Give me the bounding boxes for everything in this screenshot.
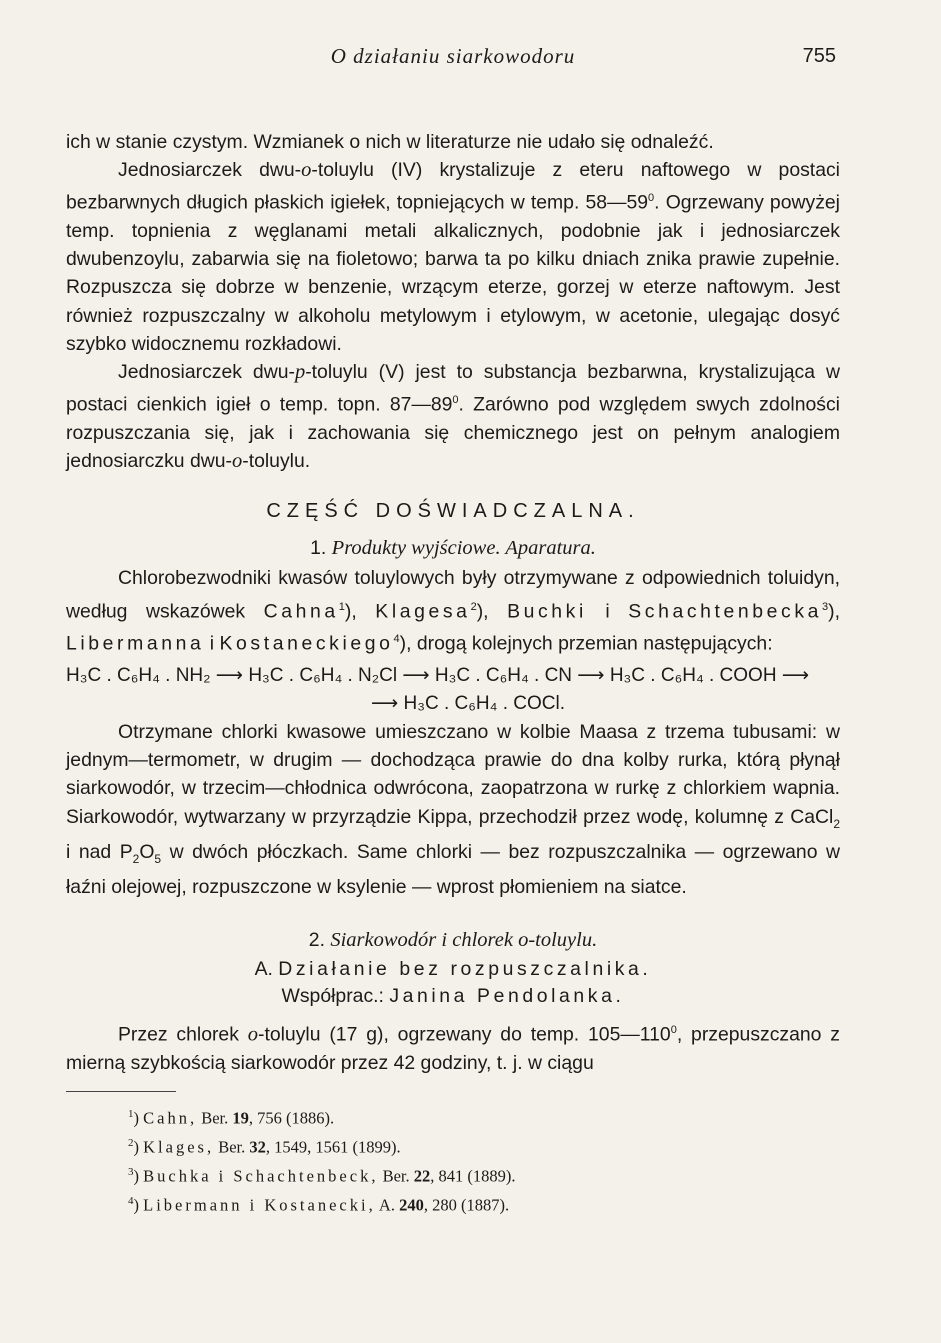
subsection-a-title: A. Działanie bez rozpuszczalnika. xyxy=(254,957,652,980)
paragraph-6: Przez chlorek o-toluylu (17 g), ogrzewany do temp. $105—110^0$, przepuszczano z mierną szybkością siarkowodór przez 42 godziny, t. j. w ciągu xyxy=(66,1023,840,1074)
subsection-2-title: 2. Siarkowodór i chlorek o-toluylu. xyxy=(308,928,598,951)
footnote-2: $^2$) Klages, Ber. 32, 1549, 1561 (1899). xyxy=(128,1136,401,1157)
page-number: 755 xyxy=(802,45,836,67)
subsection-1-title: 1. Produkty wyjściowe. Aparatura. xyxy=(310,537,596,560)
footnote-4: $^4$) Libermann i Kostanecki, A. 240, 280 (1887). xyxy=(128,1195,510,1215)
paragraph-4: Chlorobezwodniki kwasów toluylowych były otrzymywane z odpowiednich toluidyn, według wskazówek Cahna$^1$), Klagesa$^2$), Buchki i Schachtenbecka$^3$), Libermanna i Kostaneckiego$^4$), drogą kolejnych przemian następujących: xyxy=(66,567,840,655)
document-page xyxy=(66,40,840,1218)
reaction-formula-line-2: ⟶ H₃C . C₆H₄ . COCl. xyxy=(371,692,565,714)
page-header xyxy=(66,40,840,76)
paragraph-2: Jednosiarczek dwu-o-toluylu (IV) krystalizuje z eteru naftowego w postaci bezbarwnych długich płaskich igiełek, topniejących w temp. $58—59^0$. Ogrzewany powyżej temp. topnienia z węglanami metali alkalicznych, podobnie jak i jednosiarczek dwubenzoylu, zabarwia się na fioletowo; barwa ta po kilku dniach znika prawie zupełnie. Rozpuszcza się dobrze w benzenie, wrzącym eterze, gorzej w eterze naftowym. Jest również rozpuszczalny w alkoholu metylowym i etylowym, w acetonie, ulegając dosyć szybko widocznemu rozkładowi. xyxy=(66,159,840,355)
collaborator-line: Współprac.: Janina Pendolanka. xyxy=(281,984,625,1007)
footnote-1: $^1$) Cahn, Ber. 19, 756 (1886). xyxy=(128,1107,335,1128)
paragraph-5: Otrzymane chlorki kwasowe umieszczano w kolbie Maasa z trzema tubusami: w jednym—termometr, w drugim — dochodząca prawie do dna kolby rurka, którą płynął siarkowodór, w trzecim—chłodnica odwrócona, zaopatrzona w rurkę z chlorkiem wapnia. Siarkowodór, wytwarzany w przyrządzie Kippa, przechodził przez wodę, kolumnę z CaCl$_2$ i nad $P_2O_5$ w dwóch płóczkach. Same chlorki — bez rozpuszczalnika — ogrzewano w łaźni olejowej, rozpuszczone w ksylenie — wprost płomieniem na siatce. xyxy=(66,720,840,898)
section-title: CZĘŚĆ DOŚWIADCZALNA. xyxy=(266,500,640,523)
footnote-3: $^3$) Buchka i Schachtenbeck, Ber. 22, 841 (1889). xyxy=(128,1165,516,1186)
paragraph-1: ich w stanie czystym. Wzmianek o nich w literaturze nie udało się odnaleźć. xyxy=(66,131,714,153)
paragraph-3: Jednosiarczek dwu-p-toluylu (V) jest to substancja bezbarwna, krystalizująca w postaci cienkich igieł o temp. topn. $87—89^0$. Zarówno pod względem swych zdolności rozpuszczania się, jak i zachowania się chemicznego jest on pełnym analogiem jednosiarczku dwu-o-toluylu. xyxy=(66,361,840,473)
reaction-formula-line-1: H₃C . C₆H₄ . NH₂ ⟶ H₃C . C₆H₄ . N₂Cl ⟶ H₃C . C₆H₄ . CN ⟶ H₃C . C₆H₄ . COOH ⟶ xyxy=(66,664,810,686)
running-title: O działaniu siarkowodoru xyxy=(330,44,576,68)
